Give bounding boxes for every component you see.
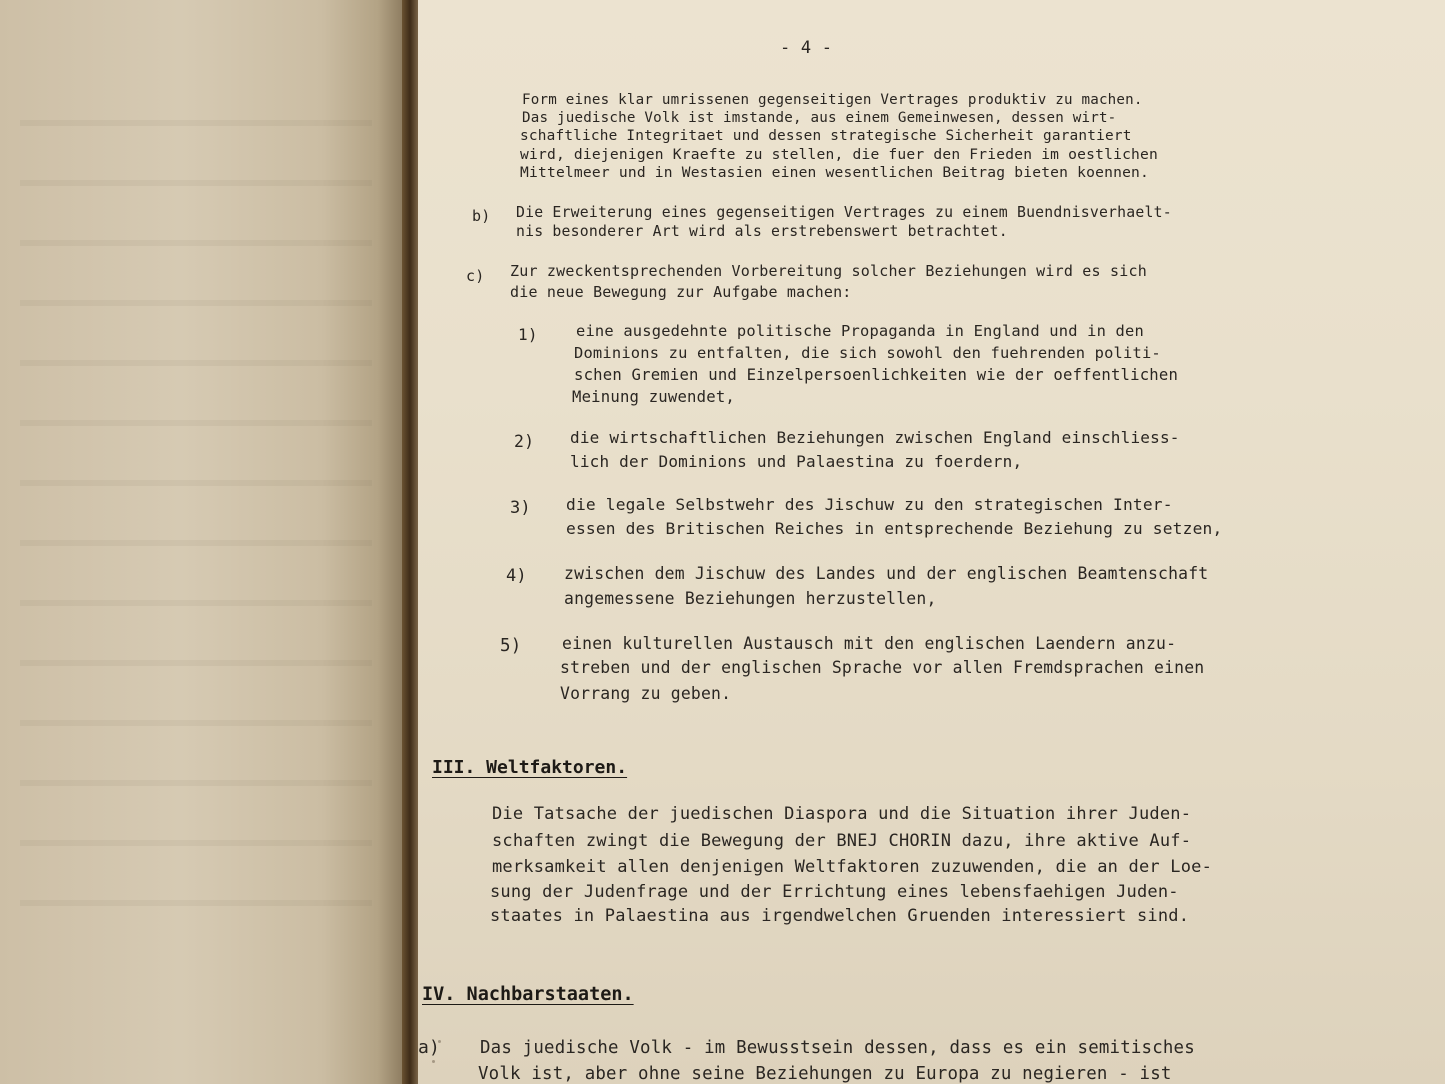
subitem-2-line: die wirtschaftlichen Beziehungen zwischen England einschliess- — [570, 428, 1180, 447]
intro-line: schaftliche Integritaet und dessen strategische Sicherheit garantiert — [520, 128, 1132, 144]
section-iv-item-a-marker: a) — [418, 1037, 441, 1058]
item-c-line: die neue Bewegung zur Aufgabe machen: — [510, 283, 852, 301]
item-b-line: nis besonderer Art wird als erstrebenswert betrachtet. — [516, 223, 1008, 240]
intro-line: Mittelmeer und in Westasien einen wesentlichen Beitrag bieten koennen. — [520, 164, 1150, 181]
intro-line: wird, diejenigen Kraefte zu stellen, die fuer den Frieden im oestlichen — [520, 146, 1159, 163]
typed-page — [418, 0, 1445, 1084]
intro-line: Das juedische Volk ist imstande, aus einem Gemeinwesen, dessen wirt- — [522, 110, 1117, 126]
subitem-1-marker: 1) — [518, 325, 538, 344]
subitem-3-marker: 3) — [510, 498, 531, 518]
section-iii-line: schaften zwingt die Bewegung der BNEJ CHORIN dazu, ihre aktive Auf- — [492, 831, 1192, 851]
section-iii-line: sung der Judenfrage und der Errichtung eines lebensfaehigen Juden- — [490, 882, 1179, 902]
section-iii-heading: III. Weltfaktoren. — [432, 757, 628, 778]
subitem-2-line: lich der Dominions und Palaestina zu foerdern, — [570, 452, 1023, 471]
subitem-5-line: streben und der englischen Sprache vor allen Fremdsprachen einen — [560, 658, 1205, 677]
subitem-3-line: die legale Selbstwehr des Jischuw zu den strategischen Inter- — [566, 495, 1173, 514]
section-iii-line: merksamkeit allen denjenigen Weltfaktoren zuzuwenden, die an der Loe- — [492, 857, 1213, 877]
page-number: - 4 - — [780, 38, 833, 58]
subitem-5-marker: 5) — [500, 636, 522, 656]
section-iv-item-a-line: Volk ist, aber ohne seine Beziehungen zu Europa zu negieren - ist — [478, 1064, 1172, 1084]
subitem-5-line: Vorrang zu geben. — [560, 684, 732, 703]
item-b-marker: b) — [472, 207, 491, 225]
book-gutter — [402, 0, 418, 1084]
item-b-line: Die Erweiterung eines gegenseitigen Vertrages zu einem Buendnisverhaelt- — [516, 204, 1172, 221]
subitem-4-line: zwischen dem Jischuw des Landes und der englischen Beamtenschaft — [564, 564, 1209, 583]
subitem-1-line: schen Gremien und Einzelpersoenlichkeiten wie der oeffentlichen — [574, 366, 1179, 384]
subitem-3-line: essen des Britischen Reiches in entsprechende Beziehung zu setzen, — [566, 519, 1223, 538]
item-c-line: Zur zweckentsprechenden Vorbereitung solcher Beziehungen wird es sich — [510, 262, 1147, 280]
section-iv-heading: IV. Nachbarstaaten. — [422, 984, 634, 1005]
subitem-4-line: angemessene Beziehungen herzustellen, — [564, 589, 937, 608]
subitem-5-line: einen kulturellen Austausch mit den englischen Laendern anzu- — [562, 634, 1177, 653]
intro-line: Form eines klar umrissenen gegenseitigen Vertrages produktiv zu machen. — [522, 92, 1143, 108]
section-iii-line: staates in Palaestina aus irgendwelchen Gruenden interessiert sind. — [490, 906, 1190, 926]
section-iii-line: Die Tatsache der juedischen Diaspora und die Situation ihrer Juden- — [492, 804, 1192, 824]
subitem-1-line: Meinung zuwendet, — [572, 388, 735, 406]
subitem-1-line: eine ausgedehnte politische Propaganda in England und in den — [576, 322, 1144, 340]
left-page — [0, 0, 402, 1084]
subitem-4-marker: 4) — [506, 566, 527, 586]
subitem-2-marker: 2) — [514, 432, 535, 451]
item-c-marker: c) — [466, 267, 485, 285]
subitem-1-line: Dominions zu entfalten, die sich sowohl den fuehrenden politi- — [574, 344, 1161, 362]
section-iv-item-a-line: Das juedische Volk - im Bewusstsein dessen, dass es ein semitisches — [480, 1038, 1195, 1058]
